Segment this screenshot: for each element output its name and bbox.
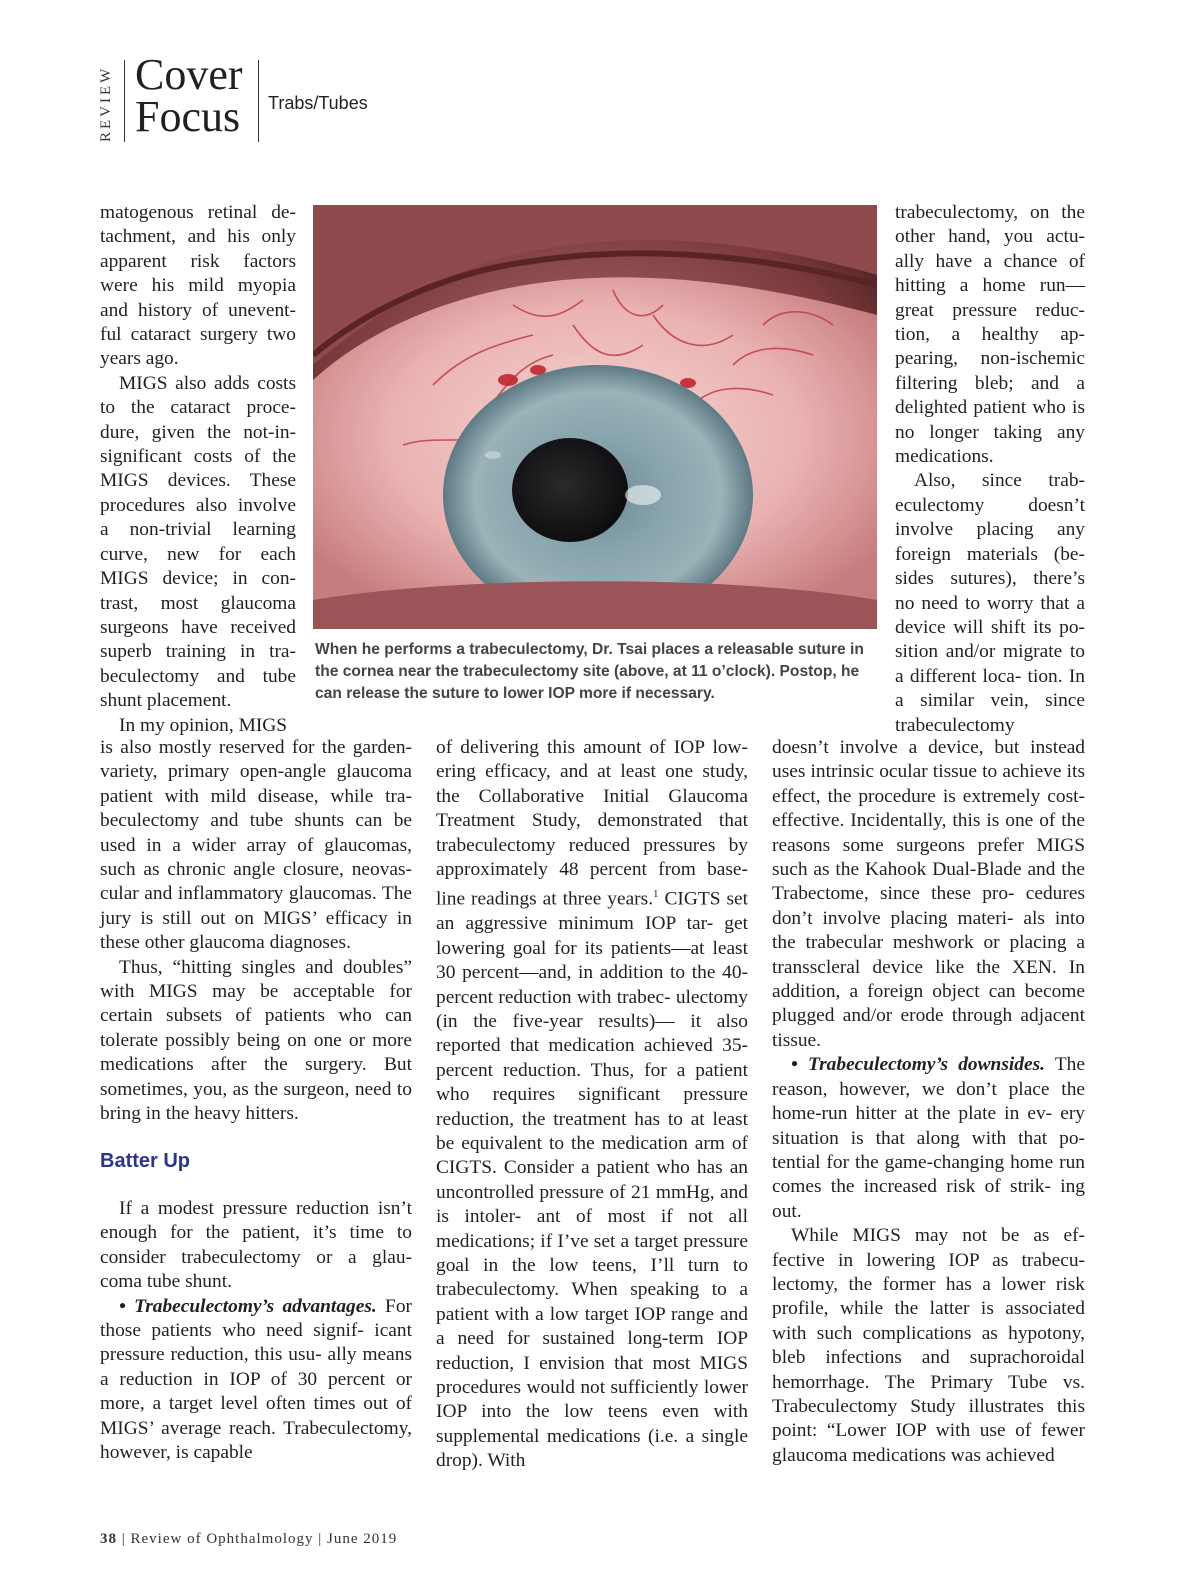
paragraph-body: The reason, however, we don’t place the home-run hitter at the plate in ev- ery situation is that along with that po- tential for the game-changing home run comes the increased risk of strik- ing out.	[772, 1054, 1085, 1222]
header-divider	[124, 60, 125, 142]
bullet-heading: • Trabeculectomy’s downsides.	[791, 1054, 1045, 1076]
paragraph	[772, 1053, 1085, 1224]
paragraph	[100, 1295, 412, 1466]
publication-name: Review of Ophthalmology	[130, 1531, 314, 1547]
page-footer	[100, 1531, 397, 1548]
paragraph: doesn’t involve a device, but instead uses intrinsic ocular tissue to achieve its effect, the procedure is extremely cost-effective. Incidentally, this is one of the reasons some surgeons prefer MIGS such as the Kahook Dual-Blade and the Trabectome, since these pro- cedures don’t involve placing materi- als into the trabecular meshwork or placing a transscleral device like the XEN. In addition, a foreign object can become plugged and/or erode through adjacent tissue.	[772, 737, 1085, 1051]
photo-caption: When he performs a trabeculectomy, Dr. Tsai places a releasable suture in the cornea near the trabeculectomy site (above, at 11 o’clock). Postop, he can release the suture to lower IOP more if necessary.	[315, 641, 864, 702]
section-title-line2: Focus	[135, 92, 241, 141]
paragraph: In my opinion, MIGS	[119, 714, 288, 736]
subheading: Batter Up	[100, 1150, 191, 1172]
issue-date: June 2019	[327, 1531, 398, 1547]
paragraph-body: For those patients who need signif- icant pressure reduction, this usu- ally means a reduction in IOP of 30 percent or more, a target level often times out of MIGS’ average reach. Trabeculectomy, however, is capable	[100, 1295, 412, 1464]
article-column-top-right	[895, 201, 1085, 738]
article-column-right	[772, 736, 1085, 1468]
paragraph	[436, 736, 748, 1474]
footer-separator: |	[318, 1531, 323, 1547]
paragraph-body: CIGTS set an aggressive minimum IOP tar- get lowering goal for its patients—at least 30 percent—and, in addition to the 40-percent reduction with trabec- ulectomy (in the five-year results)— it also reported that medication achieved 35-percent reduction. Thus, for a patient who requires significant pressure reduction, the treatment has to at least be equivalent to the medication arm of CIGTS. Consider a patient who has an uncontrolled pressure of 21 mmHg, and is intoler- ant of most if not all medications; if I’ve set a target pressure goal in the low teens, I’ll turn to trabeculectomy. When speaking to a patient with a low target IOP range and a need for sustained long-term IOP reduction, I envision that most MIGS procedures would not sufficiently lower IOP into the low teens even with supplemental medications (i.e. a single drop). With	[436, 888, 748, 1472]
page-number: 38	[100, 1531, 117, 1547]
eye-photo	[313, 205, 877, 629]
footer-separator: |	[121, 1531, 126, 1547]
paragraph: matogenous retinal de- tachment, and his only apparent risk factors were his mild myopia and history of unevent- ful cataract surgery two years ago.	[100, 202, 296, 370]
section-title	[135, 50, 243, 141]
section-subtopic: Trabs/Tubes	[268, 93, 368, 113]
citation-superscript: 1	[653, 888, 659, 901]
paragraph: Thus, “hitting singles and doubles” with MIGS may be acceptable for certain subsets of patients who can tolerate possibly being on one or more medications after the surgery. But sometimes, you, as the surgeon, need to bring in the heavy hitters.	[100, 956, 412, 1125]
paragraph: is also mostly reserved for the garden- variety, primary open-angle glaucoma patient with mild disease, while tra- beculectomy and tube shunts can be used in a wider array of glaucomas, such as chronic angle closure, neovas- cular and inflammatory glaucomas. The jury is still out on MIGS’ efficacy in these other glaucoma diagnoses.	[100, 737, 412, 954]
paragraph: Also, since trab- eculectomy doesn’t involve placing any foreign materials (be- sides sutures), there’s no need to worry that a device will shift its po- sition and/or migrate to a different loca- tion. In a similar vein, since trabeculectomy	[895, 470, 1085, 736]
section-title-line1: Cover	[135, 50, 243, 99]
article-column-middle	[436, 736, 748, 1474]
magazine-vertical-label: REVIEW	[98, 65, 114, 142]
article-column-top-left	[100, 201, 296, 738]
paragraph: While MIGS may not be as ef- fective in lowering IOP as trabecu- lectomy, the former has a lower risk profile, while the latter is associated with such complications as hypotony, bleb infections and suprachoroidal hemorrhage. The Primary Tube vs. Trabeculectomy Study illustrates this point: “Lower IOP with use of fewer glaucoma medications was achieved	[772, 1225, 1085, 1466]
paragraph: MIGS also adds costs to the cataract proce- dure, given the not-in- significant costs of the MIGS devices. These procedures also involve a non-trivial learning curve, new for each MIGS device; in con- trast, most glaucoma surgeons have received superb training in tra- beculectomy and tube shunt placement.	[100, 372, 296, 712]
header-divider	[258, 60, 259, 142]
paragraph: If a modest pressure reduction isn’t enough for the patient, it’s time to consider trabeculectomy or a glau- coma tube shunt.	[100, 1198, 412, 1293]
paragraph-body: of delivering this amount of IOP low- ering efficacy, and at least one study, the Collaborative Initial Glaucoma Treatment Study, demonstrated that trabeculectomy reduced pressures by approximately 48 percent from base- line readings at three years.	[436, 737, 748, 910]
article-column-left	[100, 736, 412, 1127]
paragraph: trabeculectomy, on the other hand, you actu- ally have a chance of hitting a home run— great pressure reduc- tion, a healthy ap- pearing, non-ischemic filtering bleb; and a delighted patient who is no longer taking any medications.	[895, 202, 1085, 468]
bullet-heading: • Trabeculectomy’s advantages.	[119, 1295, 377, 1317]
article-column-left-lower	[100, 1197, 412, 1465]
